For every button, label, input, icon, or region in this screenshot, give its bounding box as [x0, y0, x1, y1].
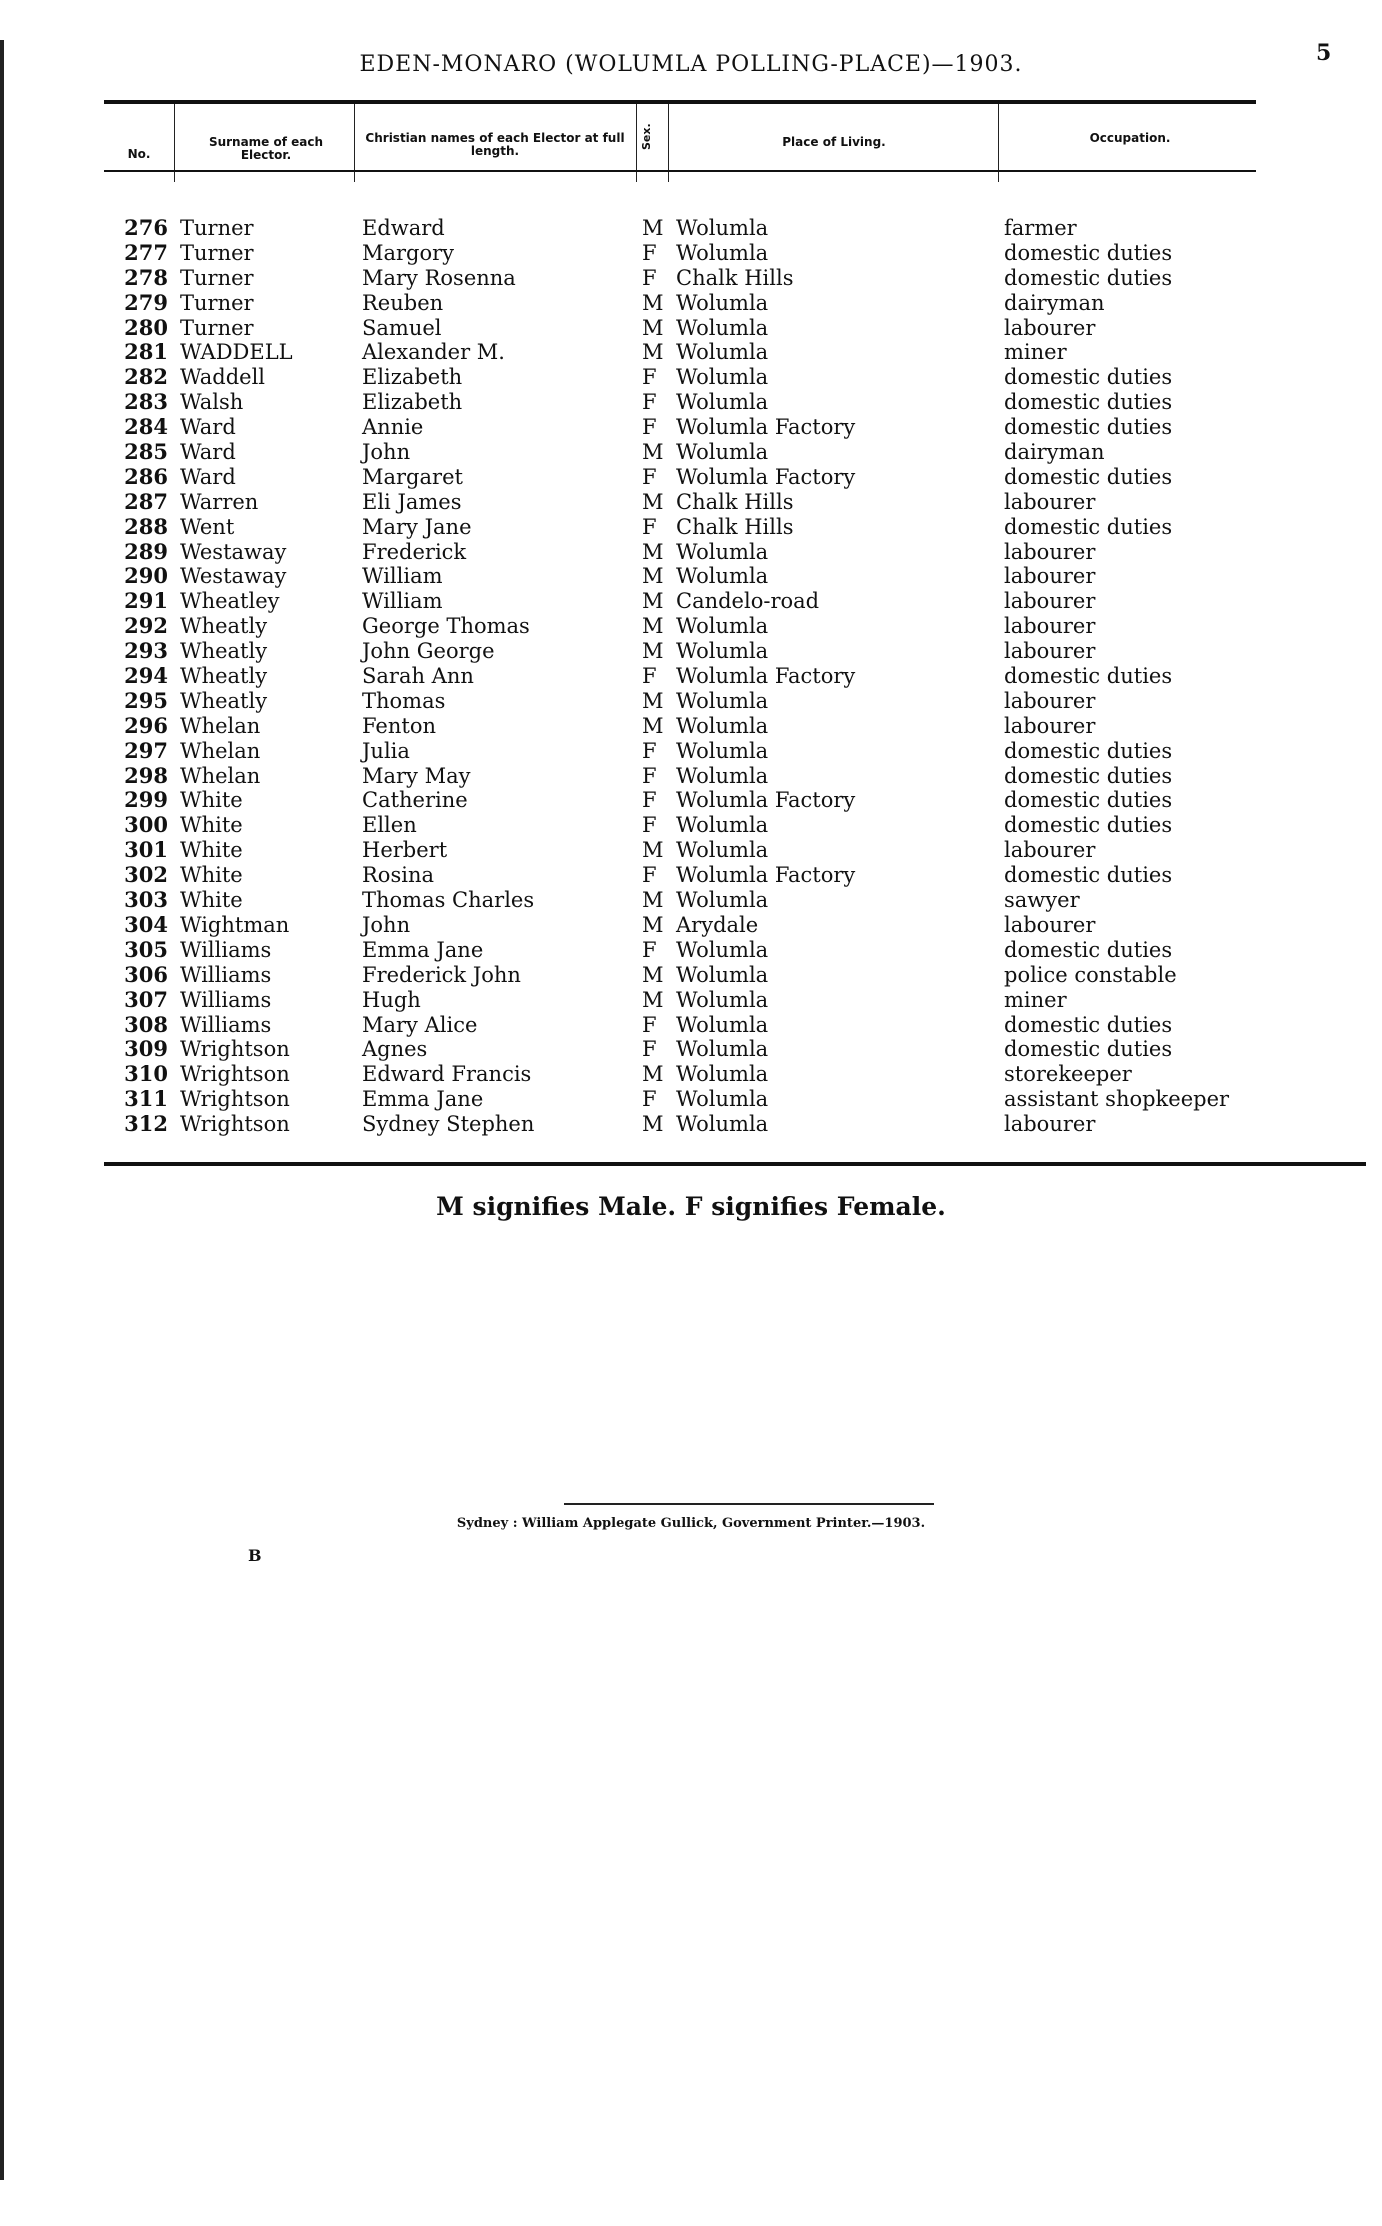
elector-surname: White	[180, 863, 243, 888]
elector-occupation: domestic duties	[1004, 937, 1173, 962]
elector-sex: F	[642, 863, 657, 888]
elector-number: 306	[124, 961, 168, 987]
elector-occupation: labourer	[1004, 688, 1096, 713]
elector-place-of-living: Wolumla Factory	[676, 464, 856, 489]
elector-sex: M	[642, 987, 664, 1012]
elector-christian-names: Mary Jane	[362, 514, 472, 539]
elector-sex: M	[642, 440, 664, 465]
table-row	[0, 515, 1382, 540]
elector-sex: M	[642, 489, 664, 514]
elector-occupation: domestic duties	[1004, 390, 1173, 415]
printer-rule	[564, 1503, 934, 1505]
elector-number: 296	[124, 712, 168, 738]
elector-surname: Turner	[180, 240, 254, 265]
elector-place-of-living: Wolumla	[676, 1062, 769, 1087]
elector-sex: F	[642, 738, 657, 763]
table-row	[0, 316, 1382, 341]
elector-occupation: domestic duties	[1004, 664, 1173, 689]
elector-surname: Turner	[180, 315, 254, 340]
elector-occupation: miner	[1004, 340, 1067, 365]
elector-christian-names: Mary Rosenna	[362, 265, 516, 290]
elector-surname: Williams	[180, 937, 272, 962]
elector-sex: F	[642, 813, 657, 838]
elector-sex: M	[642, 1062, 664, 1087]
elector-number: 281	[124, 339, 168, 365]
elector-number: 302	[124, 862, 168, 888]
table-row	[0, 689, 1382, 714]
elector-sex: M	[642, 216, 664, 240]
elector-number: 290	[124, 563, 168, 589]
elector-sex: M	[642, 564, 664, 589]
elector-surname: White	[180, 813, 243, 838]
elector-surname: Wheatly	[180, 688, 268, 713]
elector-number: 277	[124, 239, 168, 265]
elector-sex: M	[642, 614, 664, 639]
elector-surname: Wheatly	[180, 614, 268, 639]
elector-sex: F	[642, 664, 657, 689]
table-header-rule	[104, 170, 1256, 172]
elector-sex: F	[642, 415, 657, 440]
elector-place-of-living: Wolumla	[676, 1112, 769, 1137]
elector-christian-names: Frederick John	[362, 962, 521, 987]
table-row	[0, 365, 1382, 390]
signature-mark: B	[248, 1546, 262, 1565]
table-row	[0, 1062, 1382, 1087]
table-row	[0, 1037, 1382, 1062]
elector-place-of-living: Wolumla	[676, 564, 769, 589]
table-row	[0, 813, 1382, 838]
table-row	[0, 988, 1382, 1013]
elector-surname: Turner	[180, 265, 254, 290]
elector-surname: Williams	[180, 962, 272, 987]
elector-place-of-living: Chalk Hills	[676, 489, 794, 514]
table-row	[0, 390, 1382, 415]
column-header-occupation: Occupation.	[1089, 131, 1171, 145]
elector-sex: M	[642, 838, 664, 863]
elector-place-of-living: Wolumla Factory	[676, 863, 856, 888]
elector-surname: Wrightson	[180, 1037, 290, 1062]
elector-surname: Waddell	[180, 365, 266, 390]
elector-place-of-living: Wolumla	[676, 440, 769, 465]
table-row	[0, 913, 1382, 938]
elector-number: 298	[124, 762, 168, 788]
elector-christian-names: Fenton	[362, 713, 436, 738]
elector-surname: Ward	[180, 464, 236, 489]
column-header-place: Place of Living.	[782, 135, 886, 149]
elector-sex: M	[642, 888, 664, 913]
elector-christian-names: Herbert	[362, 838, 448, 863]
elector-occupation: labourer	[1004, 639, 1096, 664]
table-row	[0, 888, 1382, 913]
elector-place-of-living: Wolumla	[676, 216, 769, 240]
elector-occupation: assistant shopkeeper	[1004, 1087, 1230, 1112]
elector-number: 276	[124, 215, 168, 240]
table-row	[0, 1112, 1382, 1137]
elector-surname: Whelan	[180, 738, 261, 763]
elector-christian-names: Julia	[362, 738, 410, 763]
elector-sex: M	[642, 589, 664, 614]
elector-number: 289	[124, 538, 168, 564]
elector-surname: Wheatley	[180, 589, 280, 614]
elector-christian-names: Hugh	[362, 987, 421, 1012]
elector-christian-names: Edward	[362, 216, 445, 240]
elector-number: 304	[124, 911, 168, 937]
elector-surname: Turner	[180, 216, 254, 240]
elector-surname: White	[180, 838, 243, 863]
table-row	[0, 340, 1382, 365]
elector-occupation: farmer	[1004, 216, 1077, 240]
elector-place-of-living: Wolumla	[676, 1012, 769, 1037]
elector-christian-names: Alexander M.	[362, 340, 505, 365]
elector-sex: M	[642, 713, 664, 738]
elector-surname: Wheatly	[180, 639, 268, 664]
table-row	[0, 764, 1382, 789]
table-row	[0, 788, 1382, 813]
elector-occupation: labourer	[1004, 614, 1096, 639]
table-row	[0, 838, 1382, 863]
elector-number: 293	[124, 638, 168, 664]
page-number: 5	[1316, 40, 1332, 66]
elector-place-of-living: Wolumla Factory	[676, 664, 856, 689]
table-row	[0, 963, 1382, 988]
elector-number: 278	[124, 264, 168, 290]
elector-place-of-living: Wolumla	[676, 738, 769, 763]
elector-occupation: domestic duties	[1004, 763, 1173, 788]
elector-sex: F	[642, 240, 657, 265]
elector-number: 279	[124, 289, 168, 315]
elector-number: 305	[124, 936, 168, 962]
elector-sex: F	[642, 1087, 657, 1112]
elector-occupation: sawyer	[1004, 888, 1080, 913]
elector-surname: Turner	[180, 290, 254, 315]
elector-surname: Williams	[180, 987, 272, 1012]
elector-sex: M	[642, 688, 664, 713]
elector-christian-names: Annie	[362, 415, 424, 440]
elector-christian-names: Elizabeth	[362, 390, 463, 415]
elector-christian-names: George Thomas	[362, 614, 530, 639]
elector-christian-names: Edward Francis	[362, 1062, 532, 1087]
elector-place-of-living: Arydale	[676, 912, 759, 937]
elector-number: 287	[124, 488, 168, 514]
elector-occupation: domestic duties	[1004, 1012, 1173, 1037]
elector-surname: White	[180, 788, 243, 813]
elector-occupation: labourer	[1004, 564, 1096, 589]
elector-place-of-living: Wolumla	[676, 539, 769, 564]
elector-number: 288	[124, 513, 168, 539]
page-title: EDEN-MONARO (WOLUMLA POLLING-PLACE)—1903.	[359, 52, 1023, 77]
elector-number: 285	[124, 439, 168, 465]
elector-place-of-living: Candelo-road	[676, 589, 820, 614]
sex-legend: M signifies Male. F signifies Female.	[436, 1192, 946, 1221]
table-row	[0, 415, 1382, 440]
elector-occupation: labourer	[1004, 489, 1096, 514]
elector-number: 312	[124, 1111, 168, 1137]
table-row	[0, 490, 1382, 515]
elector-surname: Wrightson	[180, 1087, 290, 1112]
elector-occupation: domestic duties	[1004, 415, 1173, 440]
elector-number: 291	[124, 588, 168, 614]
elector-surname: Whelan	[180, 713, 261, 738]
elector-place-of-living: Wolumla	[676, 888, 769, 913]
elector-occupation: domestic duties	[1004, 738, 1173, 763]
elector-sex: F	[642, 1012, 657, 1037]
elector-sex: F	[642, 464, 657, 489]
elector-occupation: storekeeper	[1004, 1062, 1132, 1087]
elector-number: 301	[124, 837, 168, 863]
elector-occupation: domestic duties	[1004, 514, 1173, 539]
elector-place-of-living: Wolumla	[676, 713, 769, 738]
elector-occupation: labourer	[1004, 1112, 1096, 1137]
elector-place-of-living: Wolumla Factory	[676, 788, 856, 813]
elector-christian-names: Reuben	[362, 290, 444, 315]
table-row	[0, 540, 1382, 565]
elector-number: 307	[124, 986, 168, 1012]
elector-surname: Wheatly	[180, 664, 268, 689]
table-row	[0, 241, 1382, 266]
elector-christian-names: Thomas	[362, 688, 446, 713]
elector-place-of-living: Wolumla	[676, 813, 769, 838]
table-row	[0, 266, 1382, 291]
elector-sex: F	[642, 265, 657, 290]
elector-surname: Westaway	[180, 564, 287, 589]
elector-number: 309	[124, 1036, 168, 1062]
table-row	[0, 465, 1382, 490]
elector-place-of-living: Wolumla Factory	[676, 415, 856, 440]
elector-place-of-living: Wolumla	[676, 340, 769, 365]
column-header-sex: Sex.	[640, 123, 653, 150]
elector-place-of-living: Wolumla	[676, 614, 769, 639]
elector-christian-names: Catherine	[362, 788, 468, 813]
elector-sex: F	[642, 788, 657, 813]
elector-sex: M	[642, 639, 664, 664]
elector-number: 284	[124, 414, 168, 440]
elector-occupation: dairyman	[1004, 440, 1105, 465]
elector-christian-names: Agnes	[362, 1037, 428, 1062]
elector-surname: Walsh	[180, 390, 244, 415]
elector-occupation: labourer	[1004, 912, 1096, 937]
elector-christian-names: Mary May	[362, 763, 471, 788]
elector-place-of-living: Wolumla	[676, 763, 769, 788]
table-row	[0, 1087, 1382, 1112]
elector-occupation: domestic duties	[1004, 464, 1173, 489]
column-header-christian: Christian names of each Elector at full length.	[365, 131, 625, 158]
elector-christian-names: Margory	[362, 240, 455, 265]
elector-sex: F	[642, 1037, 657, 1062]
elector-christian-names: Samuel	[362, 315, 442, 340]
elector-place-of-living: Wolumla	[676, 987, 769, 1012]
elector-place-of-living: Wolumla	[676, 838, 769, 863]
elector-sex: F	[642, 937, 657, 962]
elector-sex: M	[642, 539, 664, 564]
elector-occupation: domestic duties	[1004, 863, 1173, 888]
elector-place-of-living: Wolumla	[676, 962, 769, 987]
elector-sex: M	[642, 962, 664, 987]
table-row	[0, 564, 1382, 589]
elector-christian-names: Emma Jane	[362, 937, 484, 962]
elector-surname: WADDELL	[180, 340, 293, 365]
printer-imprint: Sydney : William Applegate Gullick, Government Printer.—1903.	[456, 1516, 926, 1531]
table-row	[0, 664, 1382, 689]
elector-place-of-living: Wolumla	[676, 639, 769, 664]
table-row	[0, 614, 1382, 639]
elector-place-of-living: Wolumla	[676, 390, 769, 415]
elector-christian-names: Eli James	[362, 489, 462, 514]
elector-occupation: labourer	[1004, 713, 1096, 738]
elector-sex: F	[642, 514, 657, 539]
table-row	[0, 440, 1382, 465]
elector-place-of-living: Chalk Hills	[676, 514, 794, 539]
table-row	[0, 291, 1382, 316]
elector-number: 294	[124, 663, 168, 689]
elector-place-of-living: Wolumla	[676, 688, 769, 713]
table-row	[0, 714, 1382, 739]
table-row	[0, 1013, 1382, 1038]
elector-surname: Westaway	[180, 539, 287, 564]
elector-number: 308	[124, 1011, 168, 1037]
elector-christian-names: William	[362, 589, 443, 614]
elector-number: 300	[124, 812, 168, 838]
elector-surname: Warren	[180, 489, 259, 514]
elector-christian-names: William	[362, 564, 443, 589]
table-row	[0, 639, 1382, 664]
elector-number: 283	[124, 389, 168, 415]
elector-occupation: dairyman	[1004, 290, 1105, 315]
elector-surname: Ward	[180, 440, 236, 465]
column-header-no: No.	[127, 147, 151, 161]
elector-surname: Wrightson	[180, 1062, 290, 1087]
elector-number: 280	[124, 314, 168, 340]
elector-christian-names: Ellen	[362, 813, 417, 838]
elector-surname: Ward	[180, 415, 236, 440]
elector-occupation: domestic duties	[1004, 1037, 1173, 1062]
elector-place-of-living: Chalk Hills	[676, 265, 794, 290]
elector-christian-names: Mary Alice	[362, 1012, 478, 1037]
elector-christian-names: Sarah Ann	[362, 664, 474, 689]
elector-number: 286	[124, 463, 168, 489]
elector-place-of-living: Wolumla	[676, 937, 769, 962]
table-row	[0, 739, 1382, 764]
table-row	[0, 863, 1382, 888]
elector-occupation: labourer	[1004, 589, 1096, 614]
table-row	[0, 216, 1382, 241]
elector-occupation: domestic duties	[1004, 265, 1173, 290]
elector-number: 311	[124, 1086, 168, 1112]
elector-number: 282	[124, 364, 168, 390]
elector-surname: Whelan	[180, 763, 261, 788]
elector-sex: F	[642, 763, 657, 788]
elector-occupation: domestic duties	[1004, 240, 1173, 265]
table-top-rule	[104, 100, 1256, 104]
elector-surname: Wightman	[180, 912, 290, 937]
table-row	[0, 938, 1382, 963]
elector-number: 292	[124, 613, 168, 639]
elector-occupation: labourer	[1004, 539, 1096, 564]
elector-number: 299	[124, 787, 168, 813]
elector-christian-names: Frederick	[362, 539, 467, 564]
elector-occupation: domestic duties	[1004, 788, 1173, 813]
elector-number: 295	[124, 687, 168, 713]
electors-table-body	[0, 216, 1382, 1137]
elector-christian-names: John	[362, 440, 411, 465]
table-row	[0, 589, 1382, 614]
table-bottom-rule	[104, 1162, 1366, 1166]
elector-place-of-living: Wolumla	[676, 1087, 769, 1112]
elector-occupation: labourer	[1004, 838, 1096, 863]
elector-surname: White	[180, 888, 243, 913]
elector-sex: M	[642, 912, 664, 937]
elector-sex: M	[642, 1112, 664, 1137]
elector-occupation: domestic duties	[1004, 813, 1173, 838]
elector-place-of-living: Wolumla	[676, 240, 769, 265]
elector-christian-names: John	[362, 912, 411, 937]
elector-surname: Williams	[180, 1012, 272, 1037]
elector-occupation: miner	[1004, 987, 1067, 1012]
elector-surname: Went	[180, 514, 235, 539]
elector-occupation: police constable	[1004, 962, 1177, 987]
elector-christian-names: Elizabeth	[362, 365, 463, 390]
elector-occupation: domestic duties	[1004, 365, 1173, 390]
elector-place-of-living: Wolumla	[676, 290, 769, 315]
elector-place-of-living: Wolumla	[676, 315, 769, 340]
elector-christian-names: John George	[362, 639, 495, 664]
elector-sex: F	[642, 390, 657, 415]
elector-sex: M	[642, 315, 664, 340]
elector-christian-names: Rosina	[362, 863, 434, 888]
elector-sex: M	[642, 290, 664, 315]
elector-christian-names: Margaret	[362, 464, 463, 489]
elector-christian-names: Emma Jane	[362, 1087, 484, 1112]
elector-number: 303	[124, 887, 168, 913]
elector-occupation: labourer	[1004, 315, 1096, 340]
elector-sex: F	[642, 365, 657, 390]
elector-place-of-living: Wolumla	[676, 1037, 769, 1062]
column-header-surname: Surname of each Elector.	[208, 135, 324, 162]
elector-surname: Wrightson	[180, 1112, 290, 1137]
elector-place-of-living: Wolumla	[676, 365, 769, 390]
elector-christian-names: Sydney Stephen	[362, 1112, 535, 1137]
elector-number: 297	[124, 737, 168, 763]
elector-sex: M	[642, 340, 664, 365]
elector-number: 310	[124, 1061, 168, 1087]
elector-christian-names: Thomas Charles	[362, 888, 535, 913]
